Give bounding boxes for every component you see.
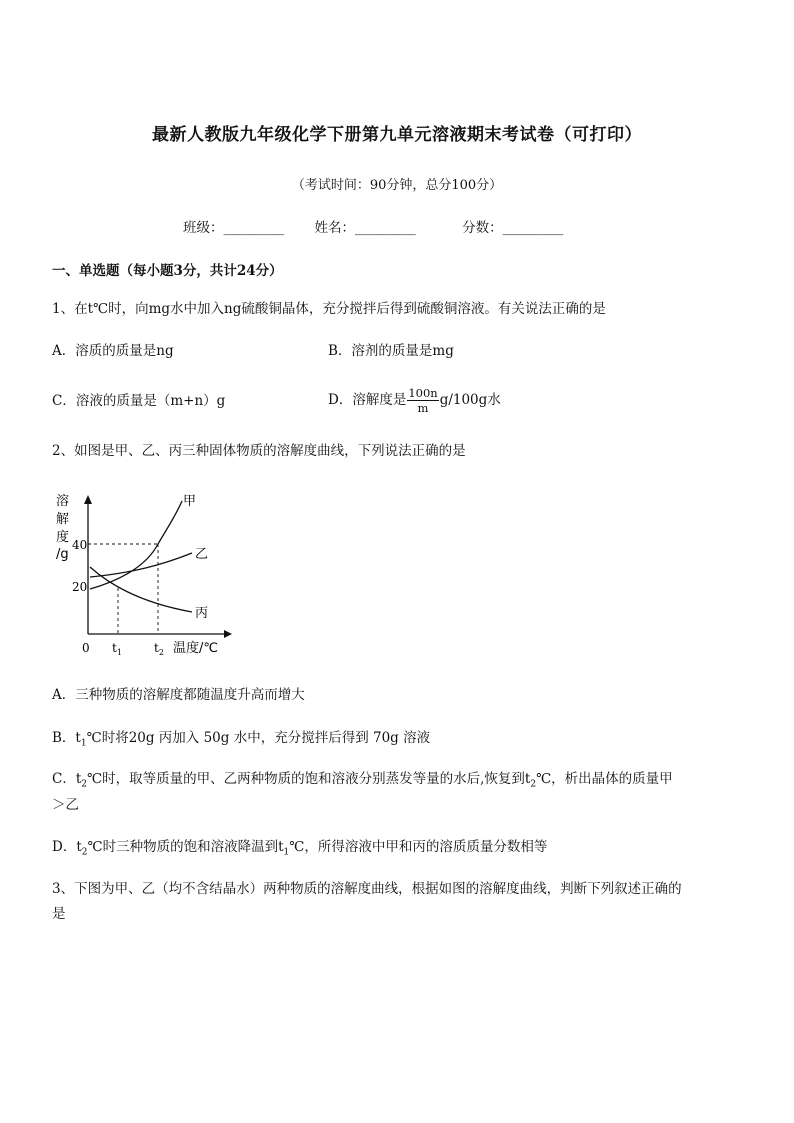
q1-d-suffix: g/100g水 bbox=[439, 392, 501, 408]
y-tick-40: 40 bbox=[72, 538, 88, 552]
q1-option-d[interactable] bbox=[328, 382, 501, 418]
q2-d-sub2: 1 bbox=[283, 847, 290, 858]
q2-d-sub: 2 bbox=[81, 847, 88, 858]
name-field[interactable]: 姓名：_________ bbox=[314, 220, 416, 236]
x-tick-t2: $t_2$ bbox=[154, 641, 164, 657]
q2-b-sub: 1 bbox=[80, 738, 87, 749]
q1-d-fraction bbox=[407, 386, 438, 415]
origin-label: 0 bbox=[82, 641, 90, 655]
q1-option-c[interactable]: C．溶液的质量是（m+n）g bbox=[52, 393, 226, 409]
q2-option-b[interactable] bbox=[52, 728, 430, 754]
series-bing-curve bbox=[90, 567, 192, 612]
class-field[interactable]: 班级：_________ bbox=[183, 220, 285, 236]
q2-c-mid: ℃时，取等质量的甲、乙两种物质的饱和溶液分别蒸发等量的水后,恢复到t bbox=[87, 771, 531, 787]
ylabel-line3: 度 bbox=[56, 530, 70, 545]
score-field[interactable]: 分数：_________ bbox=[462, 220, 564, 236]
q1-option-b[interactable]: B．溶剂的质量是mg bbox=[328, 343, 454, 359]
q2-option-a[interactable]: A．三种物质的溶解度都随温度升高而增大 bbox=[52, 687, 305, 703]
y-axis-arrow bbox=[84, 495, 92, 504]
q2-c-sub2: 2 bbox=[530, 779, 537, 790]
q2-c-post: ℃，析出晶体的质量甲 bbox=[536, 771, 673, 787]
q2-c-pre: C．t bbox=[52, 771, 82, 787]
q2-option-d[interactable] bbox=[52, 837, 547, 863]
q2-d-pre: D．t bbox=[52, 839, 82, 855]
q2-option-c[interactable] bbox=[52, 769, 673, 795]
x-axis-arrow bbox=[224, 630, 232, 638]
series-jia-label: 甲 bbox=[183, 494, 197, 509]
x-tick-t1: $t_1$ bbox=[112, 641, 122, 657]
ylabel-line4: /g bbox=[56, 547, 69, 562]
exam-title: 最新人教版九年级化学下册第九单元溶液期末考试卷（可打印） bbox=[152, 125, 642, 145]
ylabel-line2: 解 bbox=[56, 512, 70, 527]
q1-d-denominator: m bbox=[417, 401, 429, 415]
q2-option-c-line2: ＞乙 bbox=[52, 797, 79, 813]
series-yi-label: 乙 bbox=[195, 547, 209, 562]
q1-d-prefix: D．溶解度是 bbox=[328, 392, 407, 408]
q2-b-pre: B．t bbox=[52, 730, 81, 746]
x-axis-label: 温度/℃ bbox=[173, 641, 218, 656]
student-info-row bbox=[183, 216, 563, 236]
q2-d-post: ℃，所得溶液中甲和丙的溶质质量分数相等 bbox=[289, 839, 548, 855]
solubility-chart bbox=[52, 485, 252, 665]
series-bing-label: 丙 bbox=[195, 606, 209, 621]
q2-stem: 2、如图是甲、乙、丙三种固体物质的溶解度曲线，下列说法正确的是 bbox=[52, 443, 466, 459]
ylabel-line1: 溶 bbox=[56, 494, 70, 509]
q1-stem: 1、在t℃时，向mg水中加入ng硫酸铜晶体，充分搅拌后得到硫酸铜溶液。有关说法正确的是 bbox=[52, 301, 606, 317]
q3-stem-line1: 3、下图为甲、乙（均不含结晶水）两种物质的溶解度曲线，根据如图的溶解度曲线，判断下列叙述正确的 bbox=[52, 881, 682, 897]
q2-b-post: ℃时将20g 丙加入 50g 水中，充分搅拌后得到 70g 溶液 bbox=[86, 730, 431, 746]
q1-option-a[interactable]: A．溶质的质量是ng bbox=[52, 343, 174, 359]
q2-d-mid: ℃时三种物质的饱和溶液降温到t bbox=[87, 839, 284, 855]
q1-d-numerator: 100n bbox=[408, 386, 438, 400]
y-tick-20: 20 bbox=[72, 580, 88, 594]
q2-c-sub: 2 bbox=[81, 779, 87, 790]
section-title: 一、单选题（每小题3分，共计24分） bbox=[52, 263, 283, 279]
exam-duration: （考试时间：90分钟，总分100分） bbox=[291, 178, 503, 193]
q3-stem-line2: 是 bbox=[52, 906, 66, 922]
